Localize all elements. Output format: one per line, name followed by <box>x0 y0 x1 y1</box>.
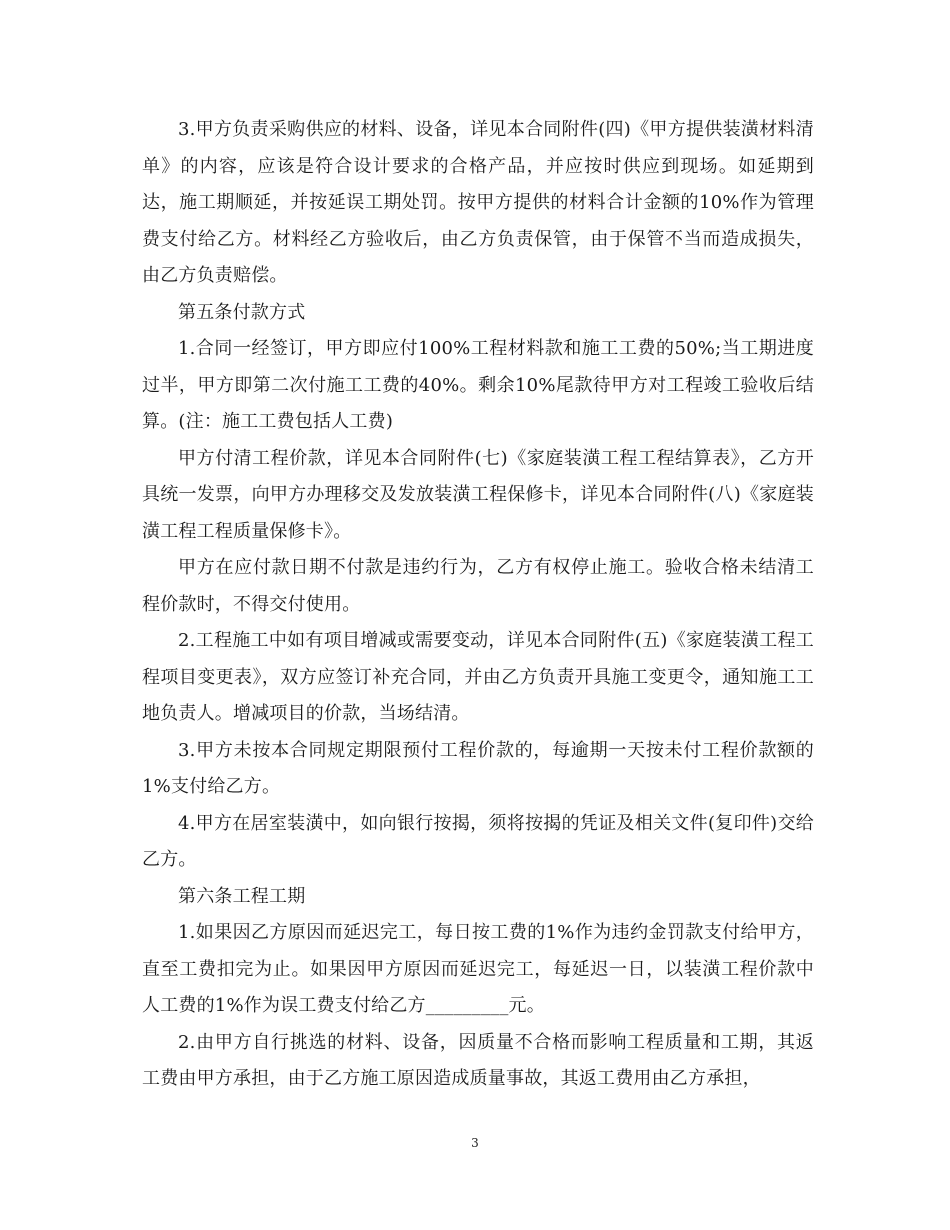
heading-article-5-payment: 第五条付款方式 <box>178 301 306 323</box>
paragraph-schedule-1: 1.如果因乙方原因而延迟完工，每日按工费的1%作为违约金罚款支付给甲方，直至工费扣完为止。如果因甲方原因而延迟完工，每延迟一日，以装潢工程价款中人工费的1%作为误工费支付给乙方_________元。 <box>142 922 814 1016</box>
page-number: 3 <box>471 1136 479 1150</box>
document-body <box>142 112 814 1098</box>
paragraph-settlement: 甲方付清工程价款，详见本合同附件(七)《家庭装潢工程工程结算表》，乙方开具统一发票，向甲方办理移交及发放装潢工程保修卡，详见本合同附件(八)《家庭装潢工程工程质量保修卡》。 <box>142 447 814 542</box>
paragraph-payment-4: 4.甲方在居室装潢中，如向银行按揭，须将按揭的凭证及相关文件(复印件)交给乙方。 <box>142 812 814 870</box>
heading-article-6-schedule: 第六条工程工期 <box>178 885 306 907</box>
paragraph-clause-materials: 3.甲方负责采购供应的材料、设备，详见本合同附件(四)《甲方提供装潢材料清单》的内容，应该是符合设计要求的合格产品，并应按时供应到现场。如延期到达，施工期顺延，并按延误工期处罚。按甲方提供的材料合计金额的10%作为管理费支付给乙方。材料经乙方验收后，由乙方负责保管，由于保管不当而造成损失，由乙方负责赔偿。 <box>142 119 814 286</box>
paragraph-schedule-2: 2.由甲方自行挑选的材料、设备，因质量不合格而影响工程质量和工期，其返工费由甲方承担，由于乙方施工原因造成质量事故，其返工费用由乙方承担， <box>142 1031 814 1089</box>
paragraph-payment-1: 1.合同一经签订，甲方即应付100%工程材料款和施工工费的50%;当工期进度过半，甲方即第二次付施工工费的40%。剩余10%尾款待甲方对工程竣工验收后结算。(注：施工工费包括人工费) <box>142 338 814 432</box>
paragraph-payment-3: 3.甲方未按本合同规定期限预付工程价款的，每逾期一天按未付工程价款额的1%支付给乙方。 <box>142 739 814 797</box>
paragraph-late-payment-breach: 甲方在应付款日期不付款是违约行为，乙方有权停止施工。验收合格未结清工程价款时，不得交付使用。 <box>142 557 814 615</box>
paragraph-payment-2: 2.工程施工中如有项目增减或需要变动，详见本合同附件(五)《家庭装潢工程工程项目变更表》，双方应签订补充合同，并由乙方负责开具施工变更令，通知施工工地负责人。增减项目的价款，当场结清。 <box>142 630 814 724</box>
